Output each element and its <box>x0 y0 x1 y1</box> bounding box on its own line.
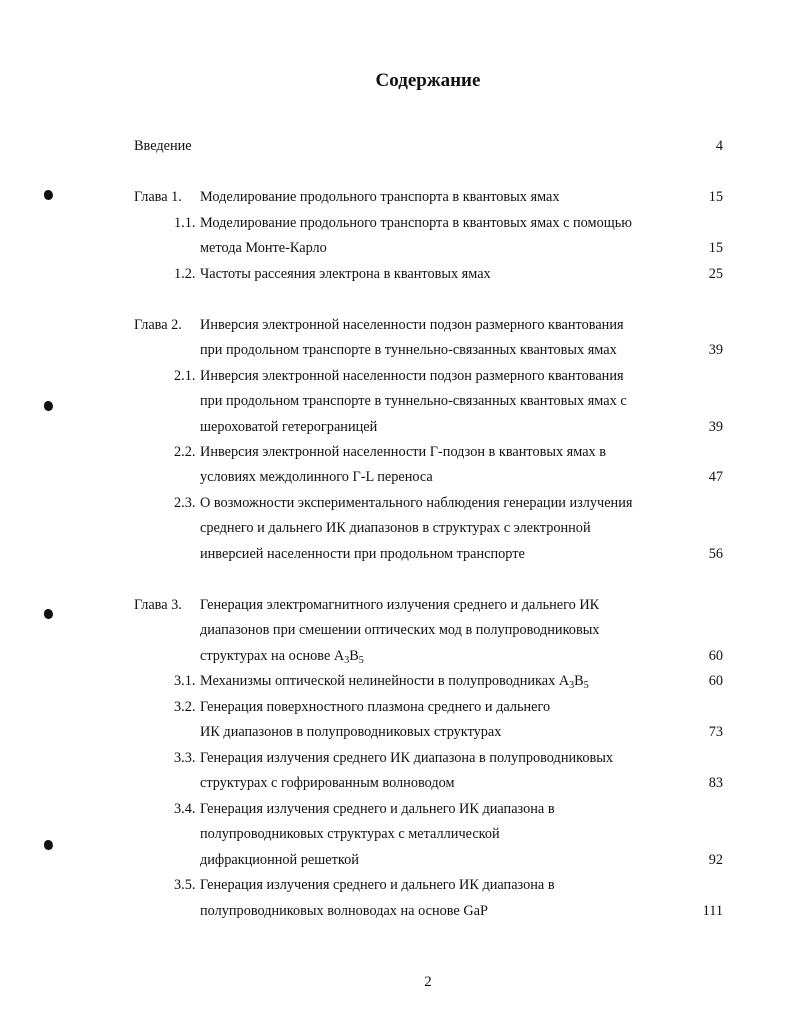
toc-section-title: структурах с гофрированным волноводом <box>200 775 455 791</box>
toc-section-number: 2.1. <box>174 368 196 384</box>
toc-section-title: шероховатой гетерограницей <box>200 419 378 435</box>
toc-entry-section-2-2 <box>0 441 793 463</box>
toc-intro-label: Введение <box>134 138 192 154</box>
toc-section-title: условиях междолинного Г-L переноса <box>200 469 433 485</box>
toc-page: 73 <box>708 724 723 740</box>
toc-section-title: полупроводниковых структурах с металлической <box>200 826 500 842</box>
toc-entry-chapter-2 <box>0 314 793 336</box>
toc-entry-section-2-1-cont <box>0 416 793 438</box>
toc-entry-section-3-3-cont <box>0 772 793 794</box>
toc-section-number: 3.1. <box>174 673 196 689</box>
toc-section-title: Генерация излучения среднего и дальнего ИК диапазона в <box>200 801 555 817</box>
toc-entry-section-3-4-cont <box>0 823 793 845</box>
toc-chapter-title: структурах на основе $A_3B_5$ <box>200 648 364 666</box>
toc-section-number: 2.2. <box>174 444 196 460</box>
toc-section-title: ИК диапазонов в полупроводниковых структурах <box>200 724 502 740</box>
toc-section-title: метода Монте-Карло <box>200 240 327 256</box>
toc-entry-section-2-3-cont <box>0 517 793 539</box>
toc-entry-section-3-3 <box>0 747 793 769</box>
toc-entry-section-2-3 <box>0 492 793 514</box>
toc-section-number: 3.5. <box>174 877 196 893</box>
toc-section-number: 1.2. <box>174 266 196 282</box>
toc-page: 92 <box>708 852 723 868</box>
toc-chapter-label: Глава 1. <box>134 189 182 205</box>
toc-section-title: Инверсия электронной населенности подзон размерного квантования <box>200 368 624 384</box>
toc-section-number: 3.4. <box>174 801 196 817</box>
toc-section-title: среднего и дальнего ИК диапазонов в структурах с электронной <box>200 520 591 536</box>
toc-page: 56 <box>708 546 723 562</box>
toc-chapter-title: Инверсия электронной населенности подзон размерного квантования <box>200 317 624 333</box>
toc-entry-section-1-1 <box>0 212 793 234</box>
toc-section-title: Частоты рассеяния электрона в квантовых ямах <box>200 266 491 282</box>
toc-page: 15 <box>708 189 723 205</box>
toc-page: 25 <box>708 266 723 282</box>
toc-entry-section-1-2 <box>0 263 793 285</box>
toc-entry-section-3-5-cont <box>0 900 793 922</box>
toc-section-title: полупроводниковых волноводах на основе GaP <box>200 903 488 919</box>
toc-entry-section-2-2-cont <box>0 466 793 488</box>
toc-entry-chapter-3-cont <box>0 619 793 641</box>
toc-entry-section-3-4 <box>0 798 793 820</box>
toc-entry-section-3-2 <box>0 696 793 718</box>
toc-section-title: инверсией населенности при продольном транспорте <box>200 546 525 562</box>
toc-chapter-title: при продольном транспорте в туннельно-связанных квантовых ямах <box>200 342 617 358</box>
toc-page: 83 <box>708 775 723 791</box>
toc-section-title: Инверсия электронной населенности Г-подзон в квантовых ямах в <box>200 444 607 460</box>
toc-section-number: 3.2. <box>174 699 196 715</box>
toc-section-title: Генерация излучения среднего и дальнего ИК диапазона в <box>200 877 555 893</box>
toc-chapter-title: Моделирование продольного транспорта в квантовых ямах <box>200 189 560 205</box>
toc-section-title: при продольном транспорте в туннельно-связанных квантовых ямах с <box>200 393 627 409</box>
toc-entry-chapter-1 <box>0 186 793 208</box>
toc-entry-section-3-5 <box>0 874 793 896</box>
toc-entry-section-2-3-cont <box>0 543 793 565</box>
toc-page: 60 <box>708 673 723 689</box>
toc-page: 60 <box>708 648 723 664</box>
toc-page: 111 <box>702 903 723 919</box>
toc-section-number: 3.3. <box>174 750 196 766</box>
toc-entry-chapter-3-cont <box>0 645 793 667</box>
toc-page: 15 <box>708 240 723 256</box>
toc-page: 4 <box>715 138 723 154</box>
toc-entry-intro <box>0 135 793 157</box>
toc-section-title: Моделирование продольного транспорта в квантовых ямах с помощью <box>200 215 632 231</box>
toc-page: 39 <box>708 419 723 435</box>
toc-chapter-title: диапазонов при смешении оптических мод в полупроводниковых <box>200 622 600 638</box>
toc-chapter-label: Глава 3. <box>134 597 182 613</box>
toc-entry-chapter-2-cont <box>0 339 793 361</box>
toc-entry-section-2-1-cont <box>0 390 793 412</box>
toc-entry-section-3-2-cont <box>0 721 793 743</box>
toc-entry-section-2-1 <box>0 365 793 387</box>
toc-section-title: дифракционной решеткой <box>200 852 359 868</box>
toc-section-title: Генерация излучения среднего ИК диапазона в полупроводниковых <box>200 750 613 766</box>
toc-section-title: Механизмы оптической нелинейности в полупроводниках $A_3B_5$ <box>200 673 589 691</box>
toc-section-title: О возможности экспериментального наблюдения генерации излучения <box>200 495 633 511</box>
toc-chapter-title: Генерация электромагнитного излучения среднего и дальнего ИК <box>200 597 600 613</box>
toc-page: 47 <box>708 469 723 485</box>
toc-entry-section-3-1 <box>0 670 793 692</box>
toc-chapter-label: Глава 2. <box>134 317 182 333</box>
toc-entry-chapter-3 <box>0 594 793 616</box>
page-title: Содержание <box>375 70 481 91</box>
toc-section-title: Генерация поверхностного плазмона среднего и дальнего <box>200 699 551 715</box>
toc-page: 39 <box>708 342 723 358</box>
toc-entry-section-1-1-cont <box>0 237 793 259</box>
toc-section-number: 2.3. <box>174 495 196 511</box>
page-number: 2 <box>424 974 432 990</box>
toc-entry-section-3-4-cont <box>0 849 793 871</box>
toc-section-number: 1.1. <box>174 215 196 231</box>
